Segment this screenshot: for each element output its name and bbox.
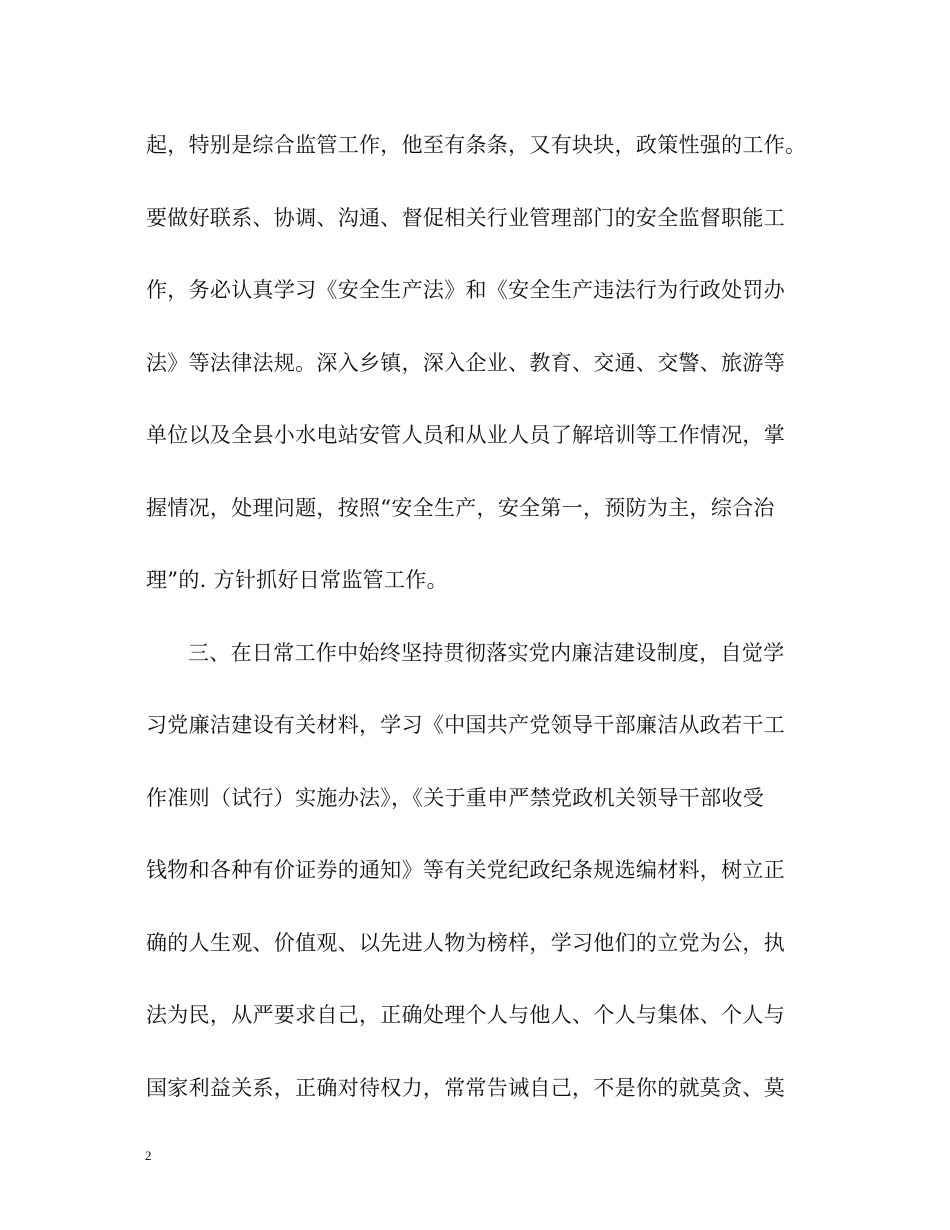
text-line-10: 作准则（试行）实施办法》，《关于重申严禁党政机关领导干部收受 — [146, 785, 764, 810]
text-line-8: 三、在日常工作中始终坚持贯彻落实党内廉洁建设制度，自觉学 — [188, 640, 785, 665]
text-line-7: 理”的. 方针抓好日常监管工作。 — [146, 568, 448, 592]
document-body — [146, 119, 816, 1134]
text-line-14: 国家利益关系，正确对待权力，常常告诫自己，不是你的就莫贪、莫 — [146, 1075, 785, 1100]
text-line-2: 要做好联系、协调、沟通、督促相关行业管理部门的安全监督职能工 — [146, 205, 785, 230]
text-line-3: 作，务必认真学习《安全生产法》和《安全生产违法行为行政处罚办 — [146, 278, 785, 302]
text-line-6: 握情况，处理问题，按照“安全生产，安全第一，预防为主，综合治 — [146, 495, 775, 520]
text-line-11: 钱物和各种有价证券的通知》等有关党纪政纪条规选编材料，树立正 — [146, 858, 785, 882]
text-line-9: 习党廉洁建设有关材料，学习《中国共产党领导干部廉洁从政若干工 — [146, 713, 785, 737]
text-line-5: 单位以及全县小水电站安管人员和从业人员了解培训等工作情况，掌 — [146, 423, 785, 447]
text-line-13: 法为民，从严要求自己，正确处理个人与他人、个人与集体、个人与 — [146, 1003, 785, 1027]
page-number: 2 — [145, 1148, 152, 1163]
text-line-1: 起，特别是综合监管工作，他至有条条，又有块块，政策性强的工作。 — [146, 133, 807, 157]
text-line-4: 法》等法律法规。深入乡镇，深入企业、教育、交通、交警、旅游等 — [146, 350, 785, 375]
text-line-12: 确的人生观、价值观、以先进人物为榜样，学习他们的立党为公，执 — [146, 930, 785, 955]
